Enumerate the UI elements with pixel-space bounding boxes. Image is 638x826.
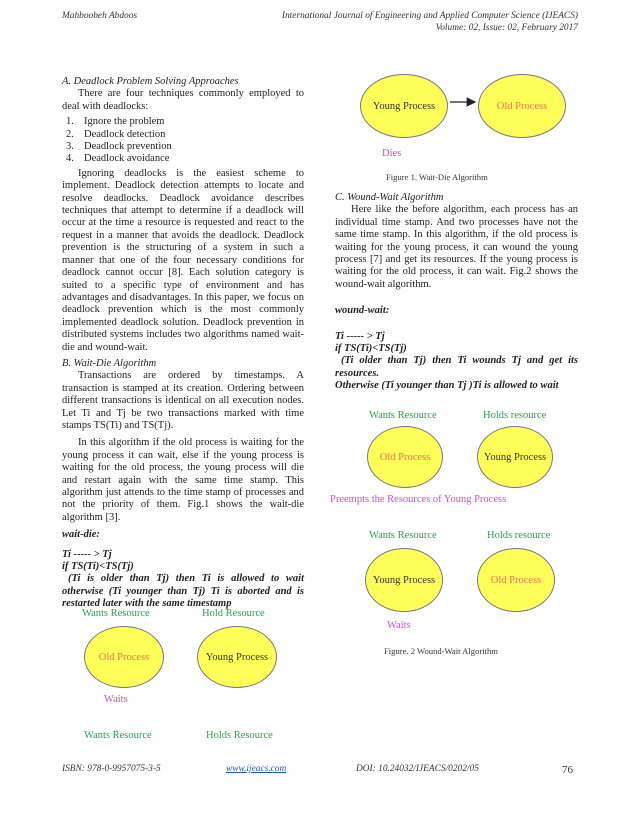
- section-a-title: A. Deadlock Problem Solving Approaches: [62, 76, 239, 87]
- wound-wait-code-line-2: if TS(Ti)<TS(Tj): [335, 343, 407, 355]
- technique-list: [62, 116, 304, 166]
- wound-wait-code-line-3: (Ti older than Tj) then Ti wounds Tj and get its resources.: [335, 355, 578, 379]
- label-holds-resource: Holds resource: [487, 530, 551, 541]
- old-process-node: Old Process: [478, 74, 566, 138]
- footer-isbn: ISBN: 978-0-9957075-3-5: [62, 764, 161, 774]
- header-journal: International Journal of Engineering and Applied Computer Science (IJEACS): [281, 11, 578, 21]
- list-item: 2. Deadlock detection: [66, 128, 166, 140]
- young-process-node: Young Process: [477, 426, 553, 488]
- label-wants-resource: Wants Resource: [369, 410, 437, 421]
- label-hold-resource: Hold Resource: [202, 608, 265, 619]
- left-column: [62, 76, 304, 611]
- label-wants-resource: Wants Resource: [369, 530, 437, 541]
- label-wants-resource: Wants Resource: [82, 608, 150, 619]
- wound-wait-code-line-4: Otherwise (Ti younger than Tj )Ti is allowed to wait: [335, 380, 559, 392]
- wait-die-code-title: wait-die:: [62, 529, 100, 541]
- right-column: [335, 192, 578, 393]
- label-waits: Waits: [104, 694, 128, 705]
- section-c-title: C. Wound-Wait Algorithm: [335, 192, 444, 203]
- list-item: 1. Ignore the problem: [66, 116, 165, 128]
- young-process-node: Young Process: [365, 548, 443, 612]
- section-c-body: Here like the before algorithm, each process has an individual time stamp. And two processes have not the same time stamp. In this algorithm, if the old process is waiting for the young process, it can wound the young process [7] and get its resources. If the young process is waiting for the old process, it can wait. Fig.2 shows the wound-wait algorithm.: [335, 204, 578, 290]
- label-holds-resource: Holds resource: [483, 410, 547, 421]
- header-author: Mahboobeh Abdoos: [62, 11, 138, 21]
- list-item: 3. Deadlock prevention: [66, 141, 172, 153]
- list-item: 4. Deadlock avoidance: [66, 153, 170, 165]
- wait-die-diagram: [340, 72, 580, 180]
- wound-wait-diagram-2: [335, 530, 578, 638]
- section-a-body: Ignoring deadlocks is the easiest scheme to implement. Deadlock detection attempts to locate and resolve deadlocks. Deadlock avoidance describes techniques that attempt to determine if a deadlock will occur at the time a resource is requested and react to the request in a manner that avoids the deadlock. Deadlock prevention is the structuring of a system in such a manner that one of the four necessary conditions for deadlock cannot occur [8]. Each solution category is suited to a specific type of environment and has advantages and disadvantages. In this paper, we focus on deadlock prevention which is the most commonly implemented deadlock solution. Deadlock prevention in distributed systems includes two algorithms named wait-die and wound-wait.: [62, 167, 304, 353]
- section-a-intro: There are four techniques commonly employed to deal with deadlocks:: [62, 88, 304, 112]
- figure-1-caption: Figure 1. Wait-Die Algorithm: [386, 172, 488, 182]
- footer-url-link[interactable]: www.ijeacs.com: [226, 764, 287, 774]
- young-process-node: Young Process: [197, 626, 277, 688]
- page-number: 76: [562, 764, 573, 776]
- header-volume: Volume: 02, Issue: 02, February 2017: [435, 23, 578, 33]
- label-wants-resource-bottom: Wants Resource: [84, 730, 152, 741]
- label-preempts: Preempts the Resources of Young Process: [330, 494, 507, 505]
- old-process-node: Old Process: [84, 626, 164, 688]
- section-b-paragraph-2: In this algorithm if the old process is waiting for the young process it can wait, else if the young process is waiting for the old process, the young process will die and restart again with the same time stamp. This algorithm just attends to the time stamp of processes and not the priority of them. Fig.1 shows the wait-die algorithm [3].: [62, 437, 304, 523]
- old-process-node: Old Process: [477, 548, 555, 612]
- figure-2-caption: Figure. 2 Wound-Wait Algorithm: [384, 646, 498, 656]
- wound-wait-code-line-1: Ti ----- > Tj: [335, 330, 385, 342]
- wait-die-code-line-3: (Ti is older than Tj) then Ti is allowed to wait otherwise (Ti younger than Tj) Ti is aborted and is restarted later with the same timestamp: [62, 573, 304, 610]
- wait-die-code-line-1: Ti ----- > Tj: [62, 548, 112, 560]
- wait-die-resource-diagram: [62, 604, 304, 744]
- footer-doi: DOI: 10.24032/IJEACS/0202/05: [356, 764, 479, 774]
- wait-die-code-line-2: if TS(Ti)<TS(Tj): [62, 561, 134, 573]
- old-process-node: Old Process: [367, 426, 443, 488]
- label-waits: Waits: [387, 620, 411, 631]
- footer-url-wrap: [226, 764, 286, 774]
- young-process-node: Young Process: [360, 74, 448, 138]
- wound-wait-code-title: wound-wait:: [335, 305, 390, 317]
- section-b-title: B. Wait-Die Algorithm: [62, 357, 157, 369]
- label-dies: Dies: [382, 148, 402, 159]
- wound-wait-diagram-1: [330, 410, 578, 510]
- label-holds-resource-bottom: Holds Resource: [206, 730, 273, 741]
- section-b-paragraph-1: Transactions are ordered by timestamps. A transaction is stamped at its creation. Ordering between different transactions is identical on all execution nodes. Let Ti and Tj be two transactions marked with time stamps TS(Ti) and TS(Tj).: [62, 370, 304, 431]
